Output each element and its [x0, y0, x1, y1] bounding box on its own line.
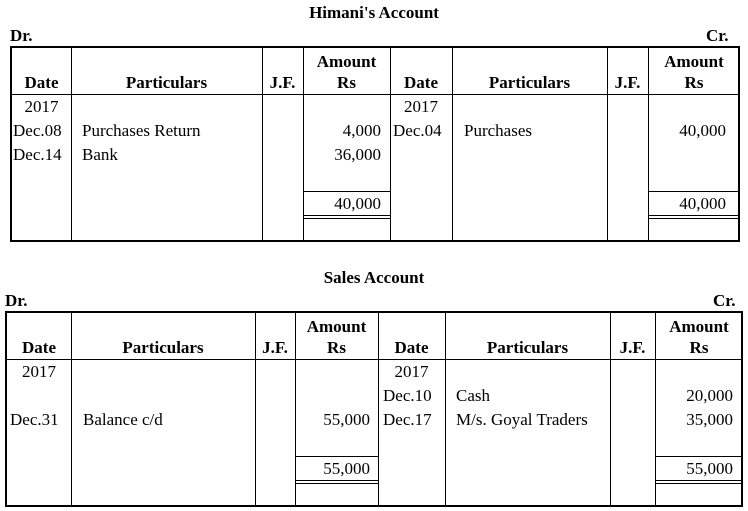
ledger1-debit-amount-header: Amount: [316, 52, 377, 71]
ledger2-credit-row-date: Dec.17: [383, 410, 432, 429]
ledger1-debit-row-date: Dec.08: [13, 121, 62, 140]
ledger1-debit-total: 40,000: [334, 194, 381, 213]
ledger1-debit-row-amount: 4,000: [342, 121, 381, 140]
ledger1-credit-year: 2017: [404, 97, 438, 116]
ledger1-table: [10, 46, 740, 242]
ledger1-debit-year: 2017: [24, 97, 59, 116]
ledger2-table: [5, 311, 743, 507]
ledger1-debit-row-date: Dec.14: [13, 145, 62, 164]
ledger1-credit-row-date: Dec.04: [393, 121, 442, 140]
ledger2-credit-year: 2017: [394, 362, 429, 381]
ledger2-debit-row-amount: 55,000: [323, 410, 370, 429]
ledger2-title: Sales Account: [323, 268, 425, 287]
ledger1-debit-amount-unit: Rs: [337, 73, 356, 92]
ledger2-debit-particulars-header: Particulars: [122, 338, 204, 357]
ledger2-credit-row-date: Dec.10: [383, 386, 432, 405]
ledger1-debit-row-amount: 36,000: [334, 145, 381, 164]
ledger2-dr-label: Dr.: [5, 291, 28, 310]
ledger2-credit-row-amount: 35,000: [686, 410, 733, 429]
ledger2-credit-date-header: Date: [394, 338, 429, 357]
ledger2-cr-label: Cr.: [713, 291, 736, 310]
ledger2-debit-row-date: Dec.31: [10, 410, 59, 429]
ledger1-debit-jf-header: J.F.: [269, 73, 296, 92]
ledger1-cr-label: Cr.: [706, 26, 729, 45]
ledger2-debit-date-header: Date: [22, 338, 56, 357]
ledger2-debit-amount-header: Amount: [306, 317, 367, 336]
ledger2-debit-jf-header: J.F.: [262, 338, 288, 357]
ledger2-debit-year: 2017: [22, 362, 56, 381]
ledger2-debit-row-particulars: Balance c/d: [83, 410, 163, 429]
ledger1-debit-row-particulars: Bank: [82, 145, 118, 164]
ledger1-credit-total: 40,000: [679, 194, 726, 213]
ledger1-title: Himani's Account: [309, 3, 439, 22]
ledger2-credit-row-amount: 20,000: [686, 386, 733, 405]
ledger1-credit-amount-unit: Rs: [684, 73, 704, 92]
ledger1-credit-row-amount: 40,000: [679, 121, 726, 140]
ledger2-credit-total: 55,000: [686, 459, 733, 478]
ledger2-credit-amount-unit: Rs: [689, 338, 709, 357]
ledger1-debit-date-header: Date: [24, 73, 59, 92]
ledger2-debit-amount-unit: Rs: [327, 338, 346, 357]
ledger1-credit-date-header: Date: [404, 73, 438, 92]
ledger1-debit-particulars-header: Particulars: [125, 73, 208, 92]
ledger2-credit-row-particulars: Cash: [456, 386, 490, 405]
ledger2-credit-particulars-header: Particulars: [486, 338, 569, 357]
ledger1-dr-label: Dr.: [10, 26, 33, 45]
ledger1-credit-row-particulars: Purchases: [464, 121, 532, 140]
ledger1-debit-row-particulars: Purchases Return: [82, 121, 201, 140]
ledger1-credit-particulars-header: Particulars: [488, 73, 571, 92]
ledger2-credit-row-particulars: M/s. Goyal Traders: [456, 410, 588, 429]
ledger2-debit-total: 55,000: [323, 459, 370, 478]
ledger1-credit-amount-header: Amount: [664, 52, 724, 71]
ledger1-credit-jf-header: J.F.: [614, 73, 641, 92]
ledger2-credit-jf-header: J.F.: [619, 338, 646, 357]
ledger2-credit-amount-header: Amount: [669, 317, 729, 336]
